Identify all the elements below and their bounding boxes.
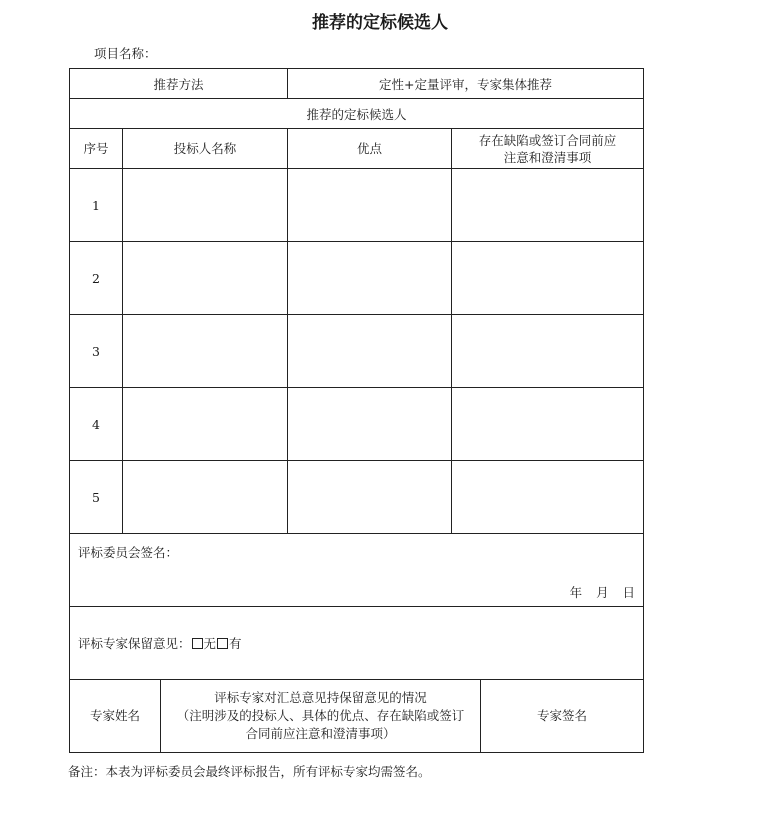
expert-opinion-line1: 评标专家对汇总意见持保留意见的情况 [214, 690, 427, 705]
reservation-label: 评标专家保留意见： [78, 636, 191, 651]
issues-cell[interactable] [452, 169, 644, 242]
col-header-issues-line1: 存在缺陷或签订合同前应 [478, 132, 617, 148]
col-header-issues-line2: 注意和澄清事项 [503, 149, 592, 165]
row-index: 5 [70, 461, 123, 534]
row-index: 2 [70, 242, 123, 315]
section-heading-row [70, 99, 644, 129]
expert-opinion-cell [161, 680, 481, 753]
date-text: 年 月 日 [569, 585, 636, 600]
issues-cell[interactable] [452, 242, 644, 315]
option-none-label: 无 [203, 636, 217, 651]
expert-name-label: 专家姓名 [70, 680, 161, 753]
strengths-cell[interactable] [288, 315, 452, 388]
table-row [70, 461, 644, 534]
committee-signature-label: 评标委员会签名： [78, 545, 179, 560]
expert-opinion-line2: （注明涉及的投标人、具体的优点、存在缺陷或签订 [176, 708, 465, 723]
strengths-cell[interactable] [288, 461, 452, 534]
project-name-label: 项目名称： [94, 46, 157, 61]
option-yes-label: 有 [229, 636, 242, 651]
method-row [70, 69, 644, 99]
bidder-cell[interactable] [123, 388, 288, 461]
expert-signature-label: 专家签名 [481, 680, 644, 753]
table-row [70, 315, 644, 388]
bidder-cell[interactable] [123, 169, 288, 242]
method-label: 推荐方法 [70, 69, 288, 99]
section-heading: 推荐的定标候选人 [70, 99, 644, 129]
candidate-table [69, 68, 644, 753]
bidder-cell[interactable] [123, 315, 288, 388]
strengths-cell[interactable] [288, 242, 452, 315]
strengths-cell[interactable] [288, 169, 452, 242]
table-row [70, 169, 644, 242]
col-header-bidder: 投标人名称 [123, 129, 288, 169]
checkbox-none[interactable] [192, 638, 203, 649]
reservation-cell [70, 607, 644, 680]
expert-opinion-line3: 合同前应注意和澄清事项） [245, 726, 396, 741]
page-title: 推荐的定标候选人 [312, 13, 448, 33]
col-header-strengths: 优点 [288, 129, 452, 169]
col-header-index: 序号 [70, 129, 123, 169]
checkbox-yes[interactable] [217, 638, 228, 649]
table-row [70, 242, 644, 315]
committee-signature-cell[interactable] [70, 534, 644, 607]
method-value: 定性+定量评审，专家集体推荐 [288, 69, 644, 99]
footnote: 备注：本表为评标委员会最终评标报告，所有评标专家均需签名。 [68, 764, 431, 779]
row-index: 4 [70, 388, 123, 461]
committee-signature-row [70, 534, 644, 607]
reservation-row [70, 607, 644, 680]
row-index: 3 [70, 315, 123, 388]
issues-cell[interactable] [452, 388, 644, 461]
bidder-cell[interactable] [123, 242, 288, 315]
table-row [70, 388, 644, 461]
col-header-issues [452, 129, 644, 169]
expert-row [70, 680, 644, 753]
issues-cell[interactable] [452, 461, 644, 534]
issues-cell[interactable] [452, 315, 644, 388]
column-header-row [70, 129, 644, 169]
strengths-cell[interactable] [288, 388, 452, 461]
bidder-cell[interactable] [123, 461, 288, 534]
row-index: 1 [70, 169, 123, 242]
